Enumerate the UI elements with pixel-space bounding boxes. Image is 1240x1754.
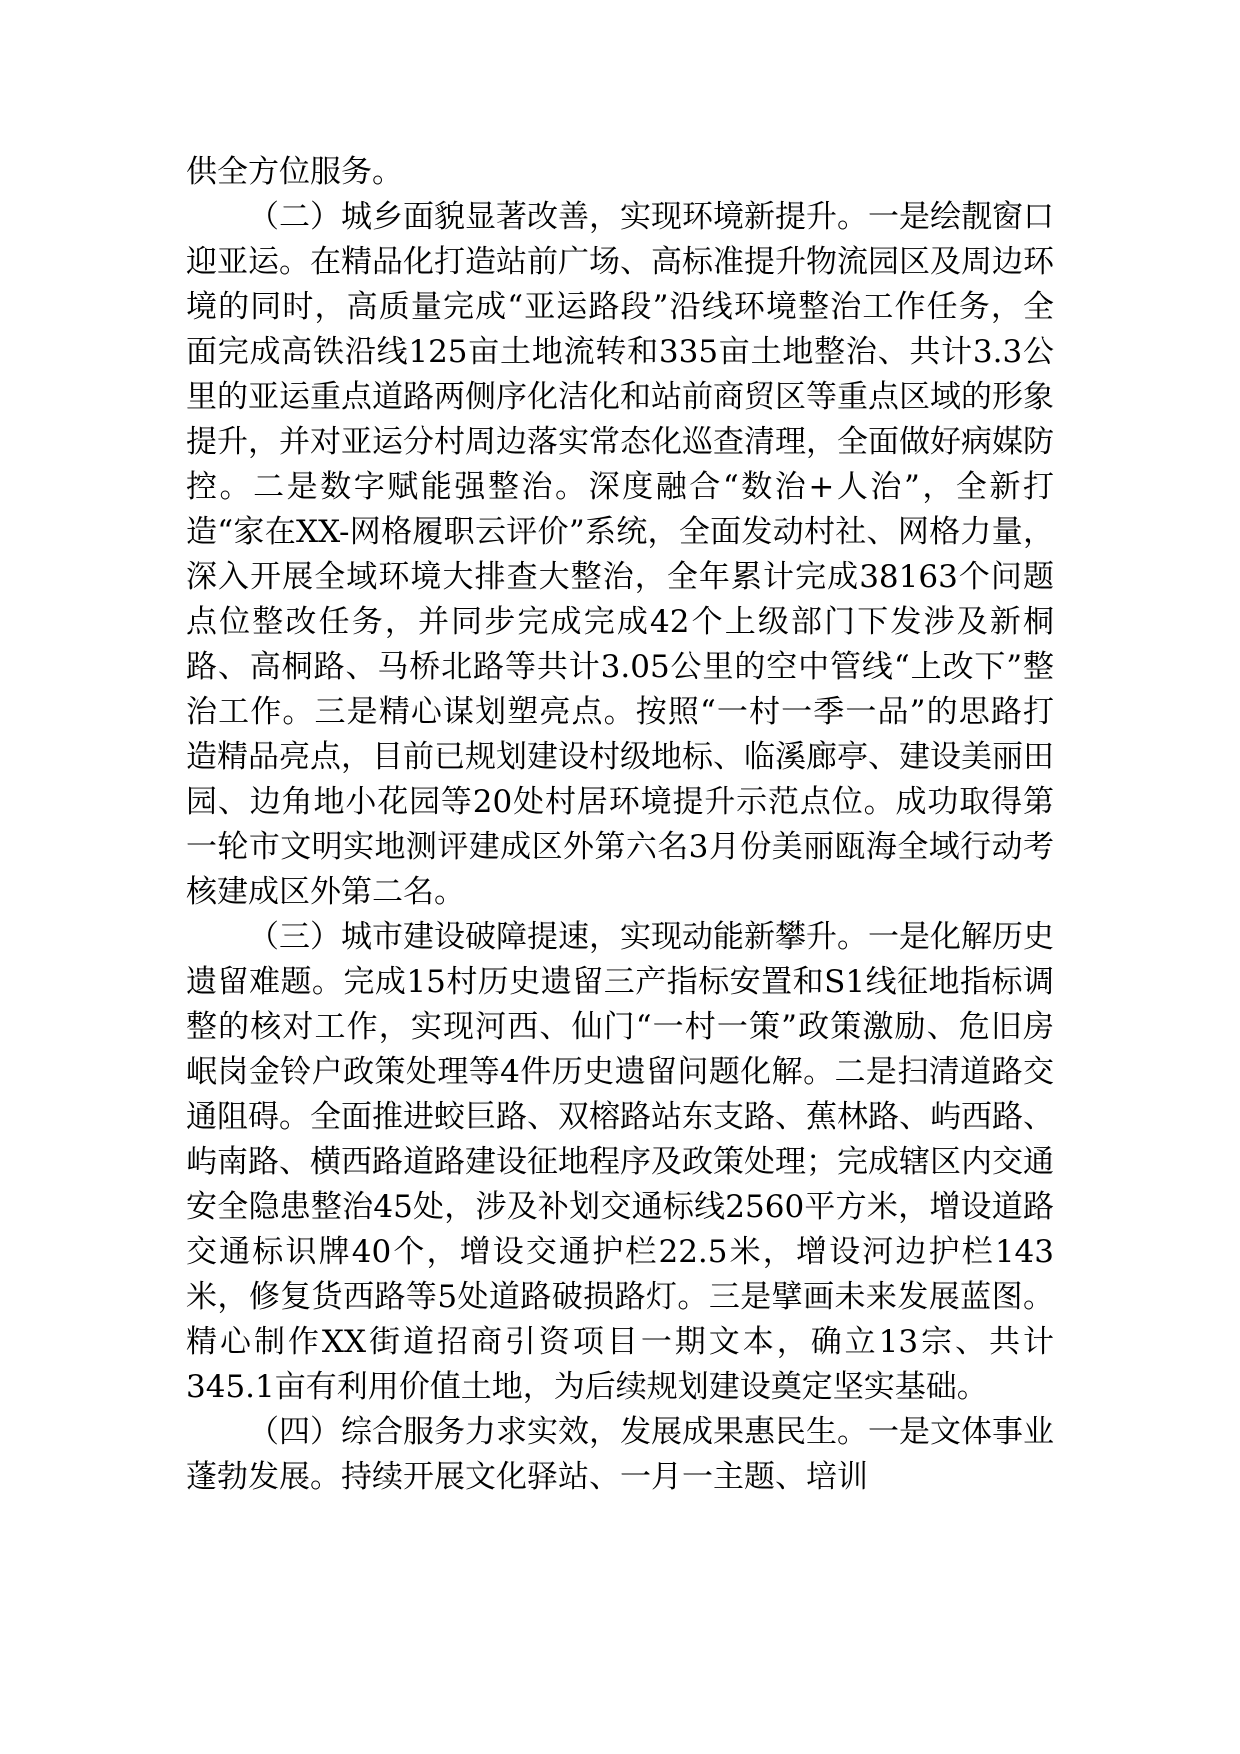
paragraph-section-two: （二）城乡面貌显著改善，实现环境新提升。一是绘靓窗口迎亚运。在精品化打造站前广场、高标准提升物流园区及周边环境的同时，高质量完成“亚运路段”沿线环境整治工作任务，全面完成高铁沿线125亩土地流转和335亩土地整治、共计3.3公里的亚运重点道路两侧序化洁化和站前商贸区等重点区域的形象提升，并对亚运分村周边落实常态化巡查清理，全面做好病媒防控。二是数字赋能强整治。深度融合“数治+人治”，全新打造“家在XX-网格履职云评价”系统，全面发动村社、网格力量，深入开展全域环境大排查大整治，全年累计完成38163个问题点位整改任务，并同步完成完成42个上级部门下发涉及新桐路、高桐路、马桥北路等共计3.05公里的空中管线“上改下”整治工作。三是精心谋划塑亮点。按照“一村一季一品”的思路打造精品亮点，目前已规划建设村级地标、临溪廊亭、建设美丽田园、边角地小花园等20处村居环境提升示范点位。成功取得第一轮市文明实地测评建成区外第六名3月份美丽瓯海全域行动考核建成区外第二名。 <box>186 199 1054 910</box>
paragraph-section-four: （四）综合服务力求实效，发展成果惠民生。一是文体事业蓬勃发展。持续开展文化驿站、一月一主题、培训 <box>186 1414 1054 1495</box>
paragraph-section-three: （三）城市建设破障提速，实现动能新攀升。一是化解历史遗留难题。完成15村历史遗留三产指标安置和S1线征地指标调整的核对工作，实现河西、仙门“一村一策”政策激励、危旧房岷岗金铃户政策处理等4件历史遗留问题化解。二是扫清道路交通阻碍。全面推进蛟巨路、双榕路站东支路、蕉林路、屿西路、屿南路、横西路道路建设征地程序及政策处理；完成辖区内交通安全隐患整治45处，涉及补划交通标线2560平方米，增设道路交通标识牌40个，增设交通护栏22.5米，增设河边护栏143米，修复货西路等5处道路破损路灯。三是擘画未来发展蓝图。精心制作XX街道招商引资项目一期文本，确立13宗、共计345.1亩有利用价值土地，为后续规划建设奠定坚实基础。 <box>186 919 1054 1405</box>
document-body <box>186 150 1054 1500</box>
paragraph-continuation: 供全方位服务。 <box>186 154 403 190</box>
